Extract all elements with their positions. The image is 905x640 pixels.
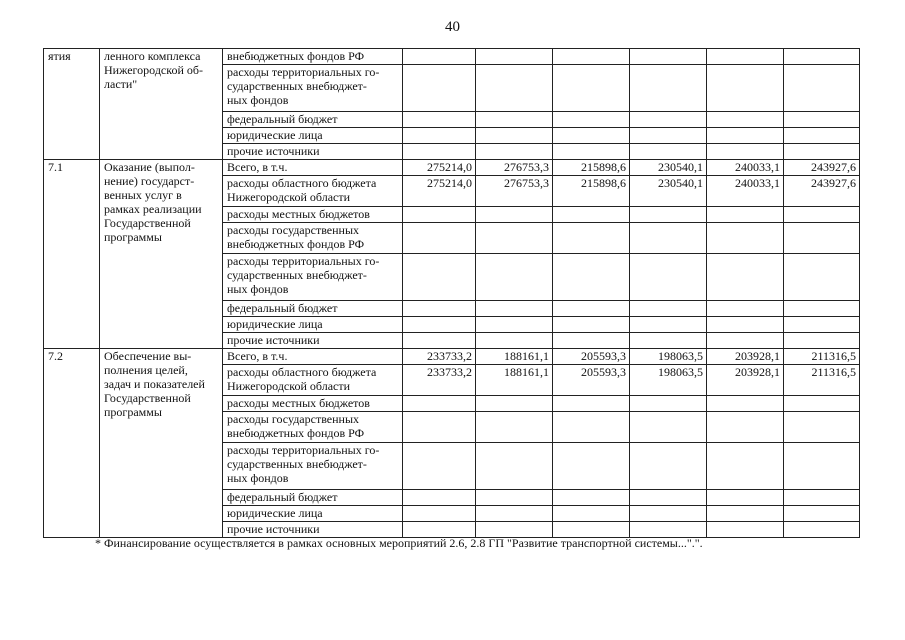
value-cell <box>553 396 630 412</box>
value-cell <box>553 254 630 301</box>
funding-source-cell: юридические лица <box>223 128 403 144</box>
value-cell <box>553 65 630 112</box>
funding-source-cell: федеральный бюджет <box>223 490 403 506</box>
value-cell: 203928,1 <box>707 349 784 365</box>
value-cell <box>553 128 630 144</box>
value-cell: 205593,3 <box>553 365 630 396</box>
value-cell <box>630 144 707 160</box>
value-cell <box>707 112 784 128</box>
value-cell <box>707 412 784 443</box>
value-cell: 240033,1 <box>707 160 784 176</box>
value-cell <box>707 254 784 301</box>
value-cell <box>553 112 630 128</box>
value-cell <box>553 49 630 65</box>
value-cell <box>630 207 707 223</box>
funding-source-cell: Всего, в т.ч. <box>223 349 403 365</box>
value-cell <box>707 49 784 65</box>
value-cell <box>784 254 860 301</box>
row-number-cell: 7.2 <box>44 349 100 538</box>
value-cell <box>476 443 553 490</box>
value-cell <box>553 506 630 522</box>
value-cell <box>553 207 630 223</box>
footnote: * Финансирование осуществляется в рамках основных мероприятий 2.6, 2.8 ГП "Развитие транспортной системы...".". <box>95 536 703 550</box>
value-cell <box>784 65 860 112</box>
value-cell <box>403 144 476 160</box>
value-cell <box>403 396 476 412</box>
value-cell <box>403 128 476 144</box>
value-cell <box>630 396 707 412</box>
value-cell <box>630 254 707 301</box>
value-cell <box>630 412 707 443</box>
value-cell <box>403 254 476 301</box>
value-cell <box>403 49 476 65</box>
funding-source-cell: расходы областного бюджета Нижегородской области <box>223 365 403 396</box>
funding-source-cell: внебюджетных фондов РФ <box>223 49 403 65</box>
value-cell: 275214,0 <box>403 160 476 176</box>
value-cell <box>403 65 476 112</box>
funding-source-cell: расходы территориальных го- сударственных внебюджет- ных фондов <box>223 254 403 301</box>
value-cell <box>403 207 476 223</box>
value-cell <box>476 506 553 522</box>
value-cell <box>784 207 860 223</box>
value-cell <box>476 301 553 317</box>
funding-source-cell: расходы территориальных го- сударственных внебюджет- ных фондов <box>223 65 403 112</box>
page-number: 40 <box>445 19 460 35</box>
value-cell <box>476 333 553 349</box>
value-cell <box>630 49 707 65</box>
funding-source-cell: федеральный бюджет <box>223 301 403 317</box>
value-cell <box>630 506 707 522</box>
value-cell <box>476 396 553 412</box>
value-cell <box>476 254 553 301</box>
funding-source-cell: расходы государственных внебюджетных фондов РФ <box>223 223 403 254</box>
funding-source-cell: прочие источники <box>223 144 403 160</box>
value-cell <box>476 317 553 333</box>
value-cell <box>630 301 707 317</box>
value-cell <box>784 301 860 317</box>
value-cell <box>707 522 784 538</box>
value-cell <box>403 333 476 349</box>
value-cell <box>630 65 707 112</box>
value-cell <box>630 112 707 128</box>
table-row <box>44 160 860 176</box>
value-cell <box>476 207 553 223</box>
value-cell: 215898,6 <box>553 160 630 176</box>
value-cell <box>630 128 707 144</box>
value-cell <box>403 317 476 333</box>
value-cell <box>630 490 707 506</box>
value-cell <box>707 223 784 254</box>
funding-source-cell: прочие источники <box>223 522 403 538</box>
value-cell <box>707 317 784 333</box>
value-cell <box>553 412 630 443</box>
value-cell: 243927,6 <box>784 176 860 207</box>
value-cell: 233733,2 <box>403 349 476 365</box>
value-cell <box>553 490 630 506</box>
value-cell <box>476 223 553 254</box>
funding-source-cell: Всего, в т.ч. <box>223 160 403 176</box>
value-cell: 276753,3 <box>476 160 553 176</box>
value-cell <box>403 112 476 128</box>
funding-source-cell: расходы местных бюджетов <box>223 207 403 223</box>
value-cell <box>553 144 630 160</box>
row-number-cell: ятия <box>44 49 100 160</box>
value-cell <box>476 412 553 443</box>
value-cell: 243927,6 <box>784 160 860 176</box>
value-cell <box>553 301 630 317</box>
value-cell <box>707 443 784 490</box>
value-cell <box>784 144 860 160</box>
value-cell: 233733,2 <box>403 365 476 396</box>
value-cell: 276753,3 <box>476 176 553 207</box>
value-cell <box>553 317 630 333</box>
value-cell <box>784 412 860 443</box>
value-cell: 230540,1 <box>630 176 707 207</box>
value-cell <box>784 506 860 522</box>
value-cell <box>784 128 860 144</box>
value-cell <box>403 412 476 443</box>
value-cell: 188161,1 <box>476 349 553 365</box>
value-cell <box>476 49 553 65</box>
value-cell <box>476 128 553 144</box>
value-cell <box>553 443 630 490</box>
row-number-cell: 7.1 <box>44 160 100 349</box>
value-cell <box>707 333 784 349</box>
value-cell <box>784 522 860 538</box>
value-cell <box>784 396 860 412</box>
value-cell: 198063,5 <box>630 365 707 396</box>
value-cell: 230540,1 <box>630 160 707 176</box>
value-cell <box>630 317 707 333</box>
value-cell <box>707 207 784 223</box>
value-cell <box>707 506 784 522</box>
value-cell <box>784 317 860 333</box>
value-cell <box>403 443 476 490</box>
funding-source-cell: расходы областного бюджета Нижегородской области <box>223 176 403 207</box>
activity-name-cell: Обеспечение вы- полнения целей, задач и показателей Государственной программы <box>100 349 223 538</box>
table-row <box>44 49 860 65</box>
value-cell <box>784 443 860 490</box>
value-cell: 203928,1 <box>707 365 784 396</box>
value-cell <box>707 144 784 160</box>
activity-name-cell: Оказание (выпол- нение) государст- венных услуг в рамках реализации Государственной программы <box>100 160 223 349</box>
funding-source-cell: расходы территориальных го- сударственных внебюджет- ных фондов <box>223 443 403 490</box>
value-cell <box>403 301 476 317</box>
value-cell <box>403 506 476 522</box>
funding-source-cell: расходы государственных внебюджетных фондов РФ <box>223 412 403 443</box>
value-cell <box>784 49 860 65</box>
value-cell: 188161,1 <box>476 365 553 396</box>
value-cell: 240033,1 <box>707 176 784 207</box>
value-cell <box>476 112 553 128</box>
value-cell <box>476 65 553 112</box>
value-cell <box>630 223 707 254</box>
value-cell <box>630 443 707 490</box>
value-cell <box>707 490 784 506</box>
value-cell: 211316,5 <box>784 365 860 396</box>
value-cell <box>403 490 476 506</box>
funding-source-cell: расходы местных бюджетов <box>223 396 403 412</box>
financing-table <box>43 48 860 538</box>
value-cell <box>784 490 860 506</box>
value-cell <box>553 223 630 254</box>
value-cell <box>630 333 707 349</box>
value-cell <box>707 128 784 144</box>
funding-source-cell: прочие источники <box>223 333 403 349</box>
value-cell: 205593,3 <box>553 349 630 365</box>
value-cell <box>784 333 860 349</box>
value-cell <box>784 112 860 128</box>
value-cell: 211316,5 <box>784 349 860 365</box>
activity-name-cell: ленного комплекса Нижегородской об- ласти" <box>100 49 223 160</box>
value-cell: 215898,6 <box>553 176 630 207</box>
value-cell <box>707 65 784 112</box>
value-cell <box>476 490 553 506</box>
table-row <box>44 349 860 365</box>
value-cell: 275214,0 <box>403 176 476 207</box>
table-body <box>44 49 860 538</box>
value-cell <box>784 223 860 254</box>
value-cell <box>403 223 476 254</box>
funding-source-cell: федеральный бюджет <box>223 112 403 128</box>
value-cell <box>707 396 784 412</box>
value-cell <box>476 144 553 160</box>
value-cell <box>553 333 630 349</box>
funding-source-cell: юридические лица <box>223 317 403 333</box>
funding-source-cell: юридические лица <box>223 506 403 522</box>
value-cell: 198063,5 <box>630 349 707 365</box>
value-cell <box>707 301 784 317</box>
